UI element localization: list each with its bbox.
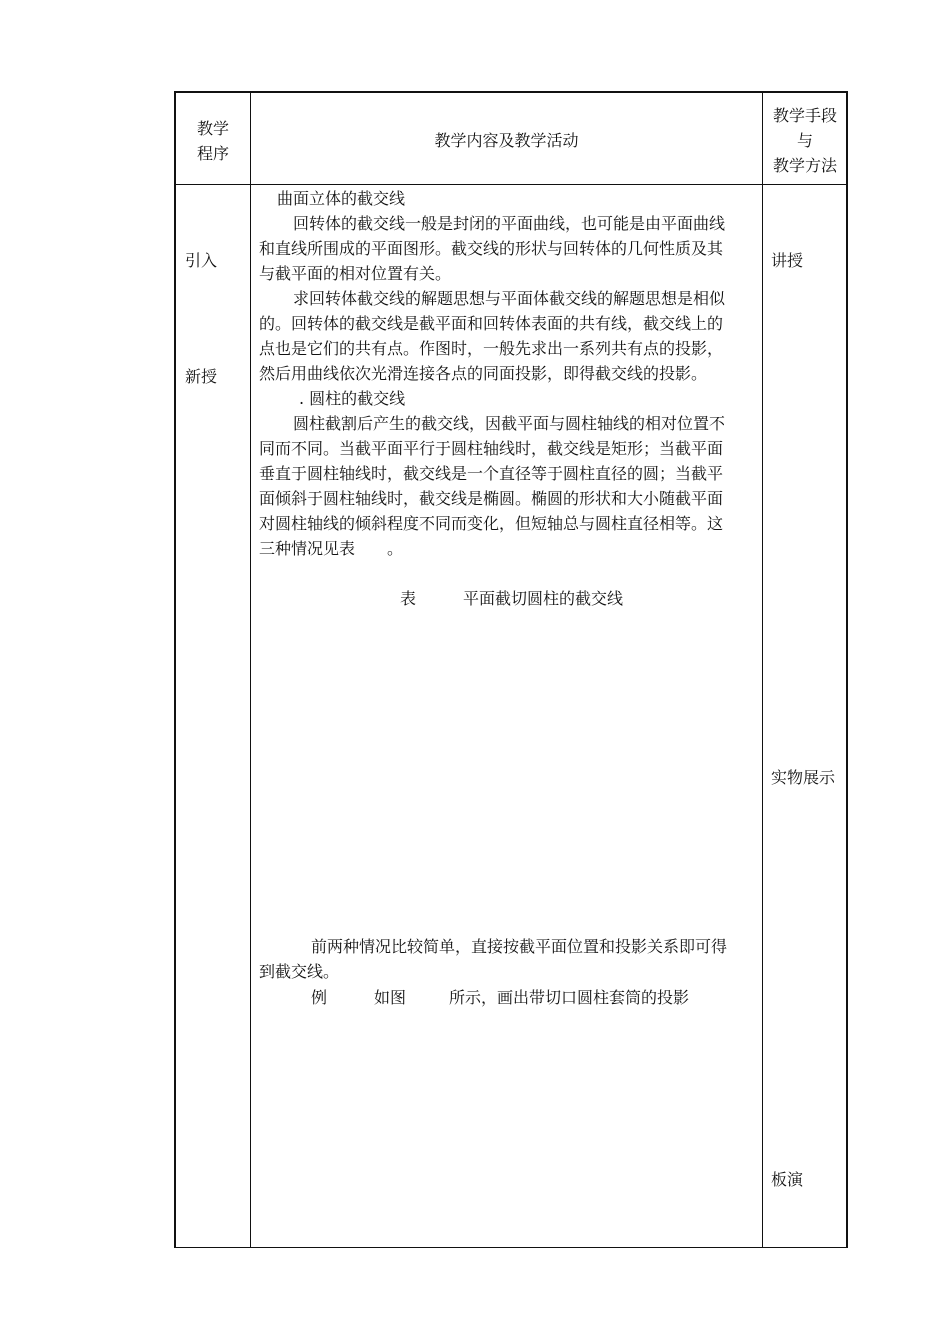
header-divider — [174, 184, 848, 185]
label-new-lesson: 新授 — [185, 367, 218, 386]
para3-line2: 同而不同。当截平面平行于圆柱轴线时，截交线是矩形；当截平面 — [259, 439, 724, 458]
para2-line1: 求回转体截交线的解题思想与平面体截交线的解题思想是相似 — [293, 289, 726, 308]
main-content — [259, 186, 756, 561]
section-heading: . 圆柱的截交线 — [299, 389, 406, 408]
para1-line1: 回转体的截交线一般是封闭的平面曲线，也可能是由平面曲线 — [293, 214, 726, 233]
example-text: 所示，画出带切口圆柱套筒的投影 — [449, 988, 690, 1007]
header-col1-line1: 教学 — [196, 119, 229, 138]
para2-line3: 点也是它们的共有点。作图时，一般先求出一系列共有点的投影， — [259, 339, 724, 358]
para4-line1: 前两种情况比较简单，直接按截平面位置和投影关系即可得 — [311, 937, 728, 956]
para4-line2: 到截交线。 — [259, 962, 340, 981]
column-divider-1 — [250, 91, 251, 1248]
para2-line4: 然后用曲线依次光滑连接各点的同面投影，即得截交线的投影。 — [259, 364, 708, 383]
para1-line2: 和直线所围成的平面图形。截交线的形状与回转体的几何性质及其 — [259, 239, 724, 258]
example-figure-ref: 如图 — [374, 988, 407, 1007]
label-lecture: 讲授 — [771, 251, 804, 270]
header-col3-line1: 教学手段 — [772, 106, 837, 125]
para1-line3: 与截平面的相对位置有关。 — [259, 264, 452, 283]
label-object-demo: 实物展示 — [771, 768, 836, 787]
para3-line5: 对圆柱轴线的倾斜程度不同而变化，但短轴总与圆柱直径相等。这 — [259, 514, 724, 533]
para3-line4: 面倾斜于圆柱轴线时，截交线是椭圆。椭圆的形状和大小随截平面 — [259, 489, 724, 508]
table-caption: 平面截切圆柱的截交线 — [463, 589, 624, 608]
para3-line3: 垂直于圆柱轴线时，截交线是一个直径等于圆柱直径的圆；当截平 — [259, 464, 724, 483]
label-board-demo: 板演 — [771, 1170, 804, 1189]
header-col3-line3: 教学方法 — [772, 156, 837, 175]
header-col3-line2: 与 — [796, 131, 813, 150]
para3-line6: 三种情况见表 。 — [259, 539, 404, 558]
column-divider-2 — [762, 91, 763, 1248]
header-col2: 教学内容及教学活动 — [434, 131, 579, 150]
table-caption-prefix: 表 — [400, 589, 417, 608]
header-col1-line2: 程序 — [196, 144, 229, 163]
para3-line1: 圆柱截割后产生的截交线，因截平面与圆柱轴线的相对位置不 — [293, 414, 726, 433]
para2-line2: 的。回转体的截交线是截平面和回转体表面的共有线，截交线上的 — [259, 314, 724, 333]
content-title: 曲面立体的截交线 — [277, 189, 406, 208]
example-prefix: 例 — [311, 988, 328, 1007]
label-intro: 引入 — [185, 251, 218, 270]
